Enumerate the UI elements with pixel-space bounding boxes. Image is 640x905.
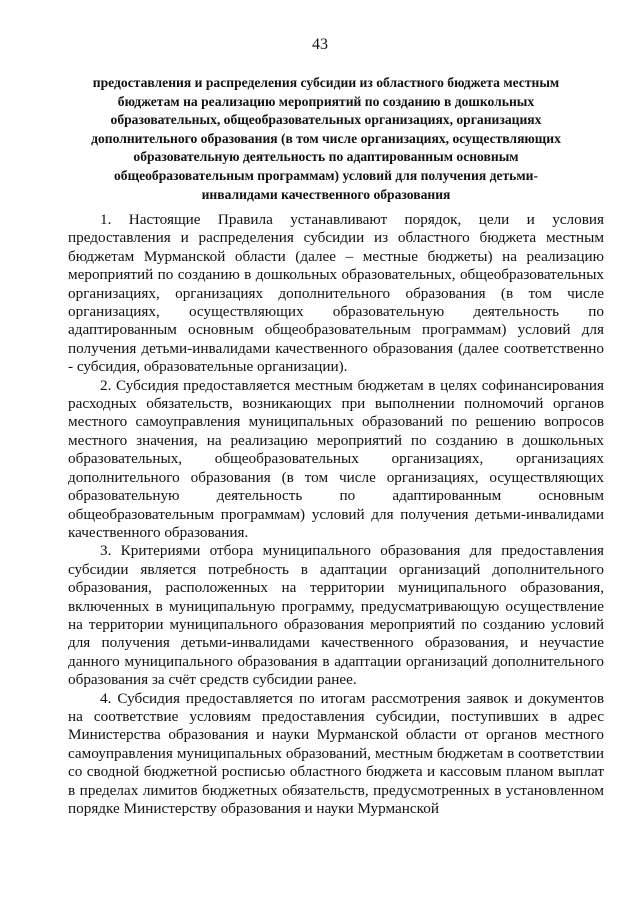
page-number: 43 xyxy=(312,36,328,53)
paragraph-2: 2. Субсидия предоставляется местным бюджетам в целях софинансирования расходных обязательств, возникающих при выполнении полномочий органов местного самоуправления муниципальных образований по решению вопросов местного значения, на реализацию мероприятий по созданию в дошкольных образовательных, общеобразовательных организациях, организациях дополнительного образования (в том числе организациях, осуществляющих образовательную деятельность по адаптированным основным общеобразовательным программам) условий для получения детьми-инвалидами качественного образования. xyxy=(68,376,604,541)
paragraph-4: 4. Субсидия предоставляется по итогам рассмотрения заявок и документов на соответствие условиям предоставления субсидии, поступивших в адрес Министерства образования и науки Мурманской области от органов местного самоуправления муниципальных образований, местным бюджетам в соответствии со сводной бюджетной росписью областного бюджета и кассовым планом выплат в пределах лимитов бюджетных обязательств, предусмотренных в установленном порядке Министерству образования и науки Мурманской xyxy=(68,689,604,817)
paragraph-3: 3. Критериями отбора муниципального образования для предоставления субсидии является потребность в адаптации организаций дополнительного образования, расположенных на территории муниципального образования, включенных в муниципальную программу, предусматривающую осуществление на территории муниципального образования мероприятий по созданию условий для получения детьми-инвалидами качественного образования, и неучастие данного муниципального образования в адаптации организаций дополнительного образования за счёт средств субсидии ранее. xyxy=(68,542,604,689)
paragraph-1: 1. Настоящие Правила устанавливают порядок, цели и условия предоставления и распределения субсидии из областного бюджета местным бюджетам Мурманской области (далее – местные бюджеты) на реализацию мероприятий по созданию в дошкольных образовательных, общеобразовательных организациях, организациях дополнительного образования (в том числе организациях, осуществляющих образовательную деятельность по адаптированным основным общеобразовательным программам) условий для получения детьми-инвалидами качественного образования (далее соответственно - субсидия, образовательные организации). xyxy=(68,211,604,376)
document-body xyxy=(68,211,604,818)
document-title: предоставления и распределения субсидии из областного бюджета местным бюджетам на реализацию мероприятий по созданию в дошкольных образовательных, общеобразовательных организациях, организациях дополнительного образования (в том числе организациях, осуществляющих образовательную деятельность по адаптированным основным общеобразовательным программам) условий для получения детьми-инвалидами качественного образования xyxy=(91,75,561,202)
